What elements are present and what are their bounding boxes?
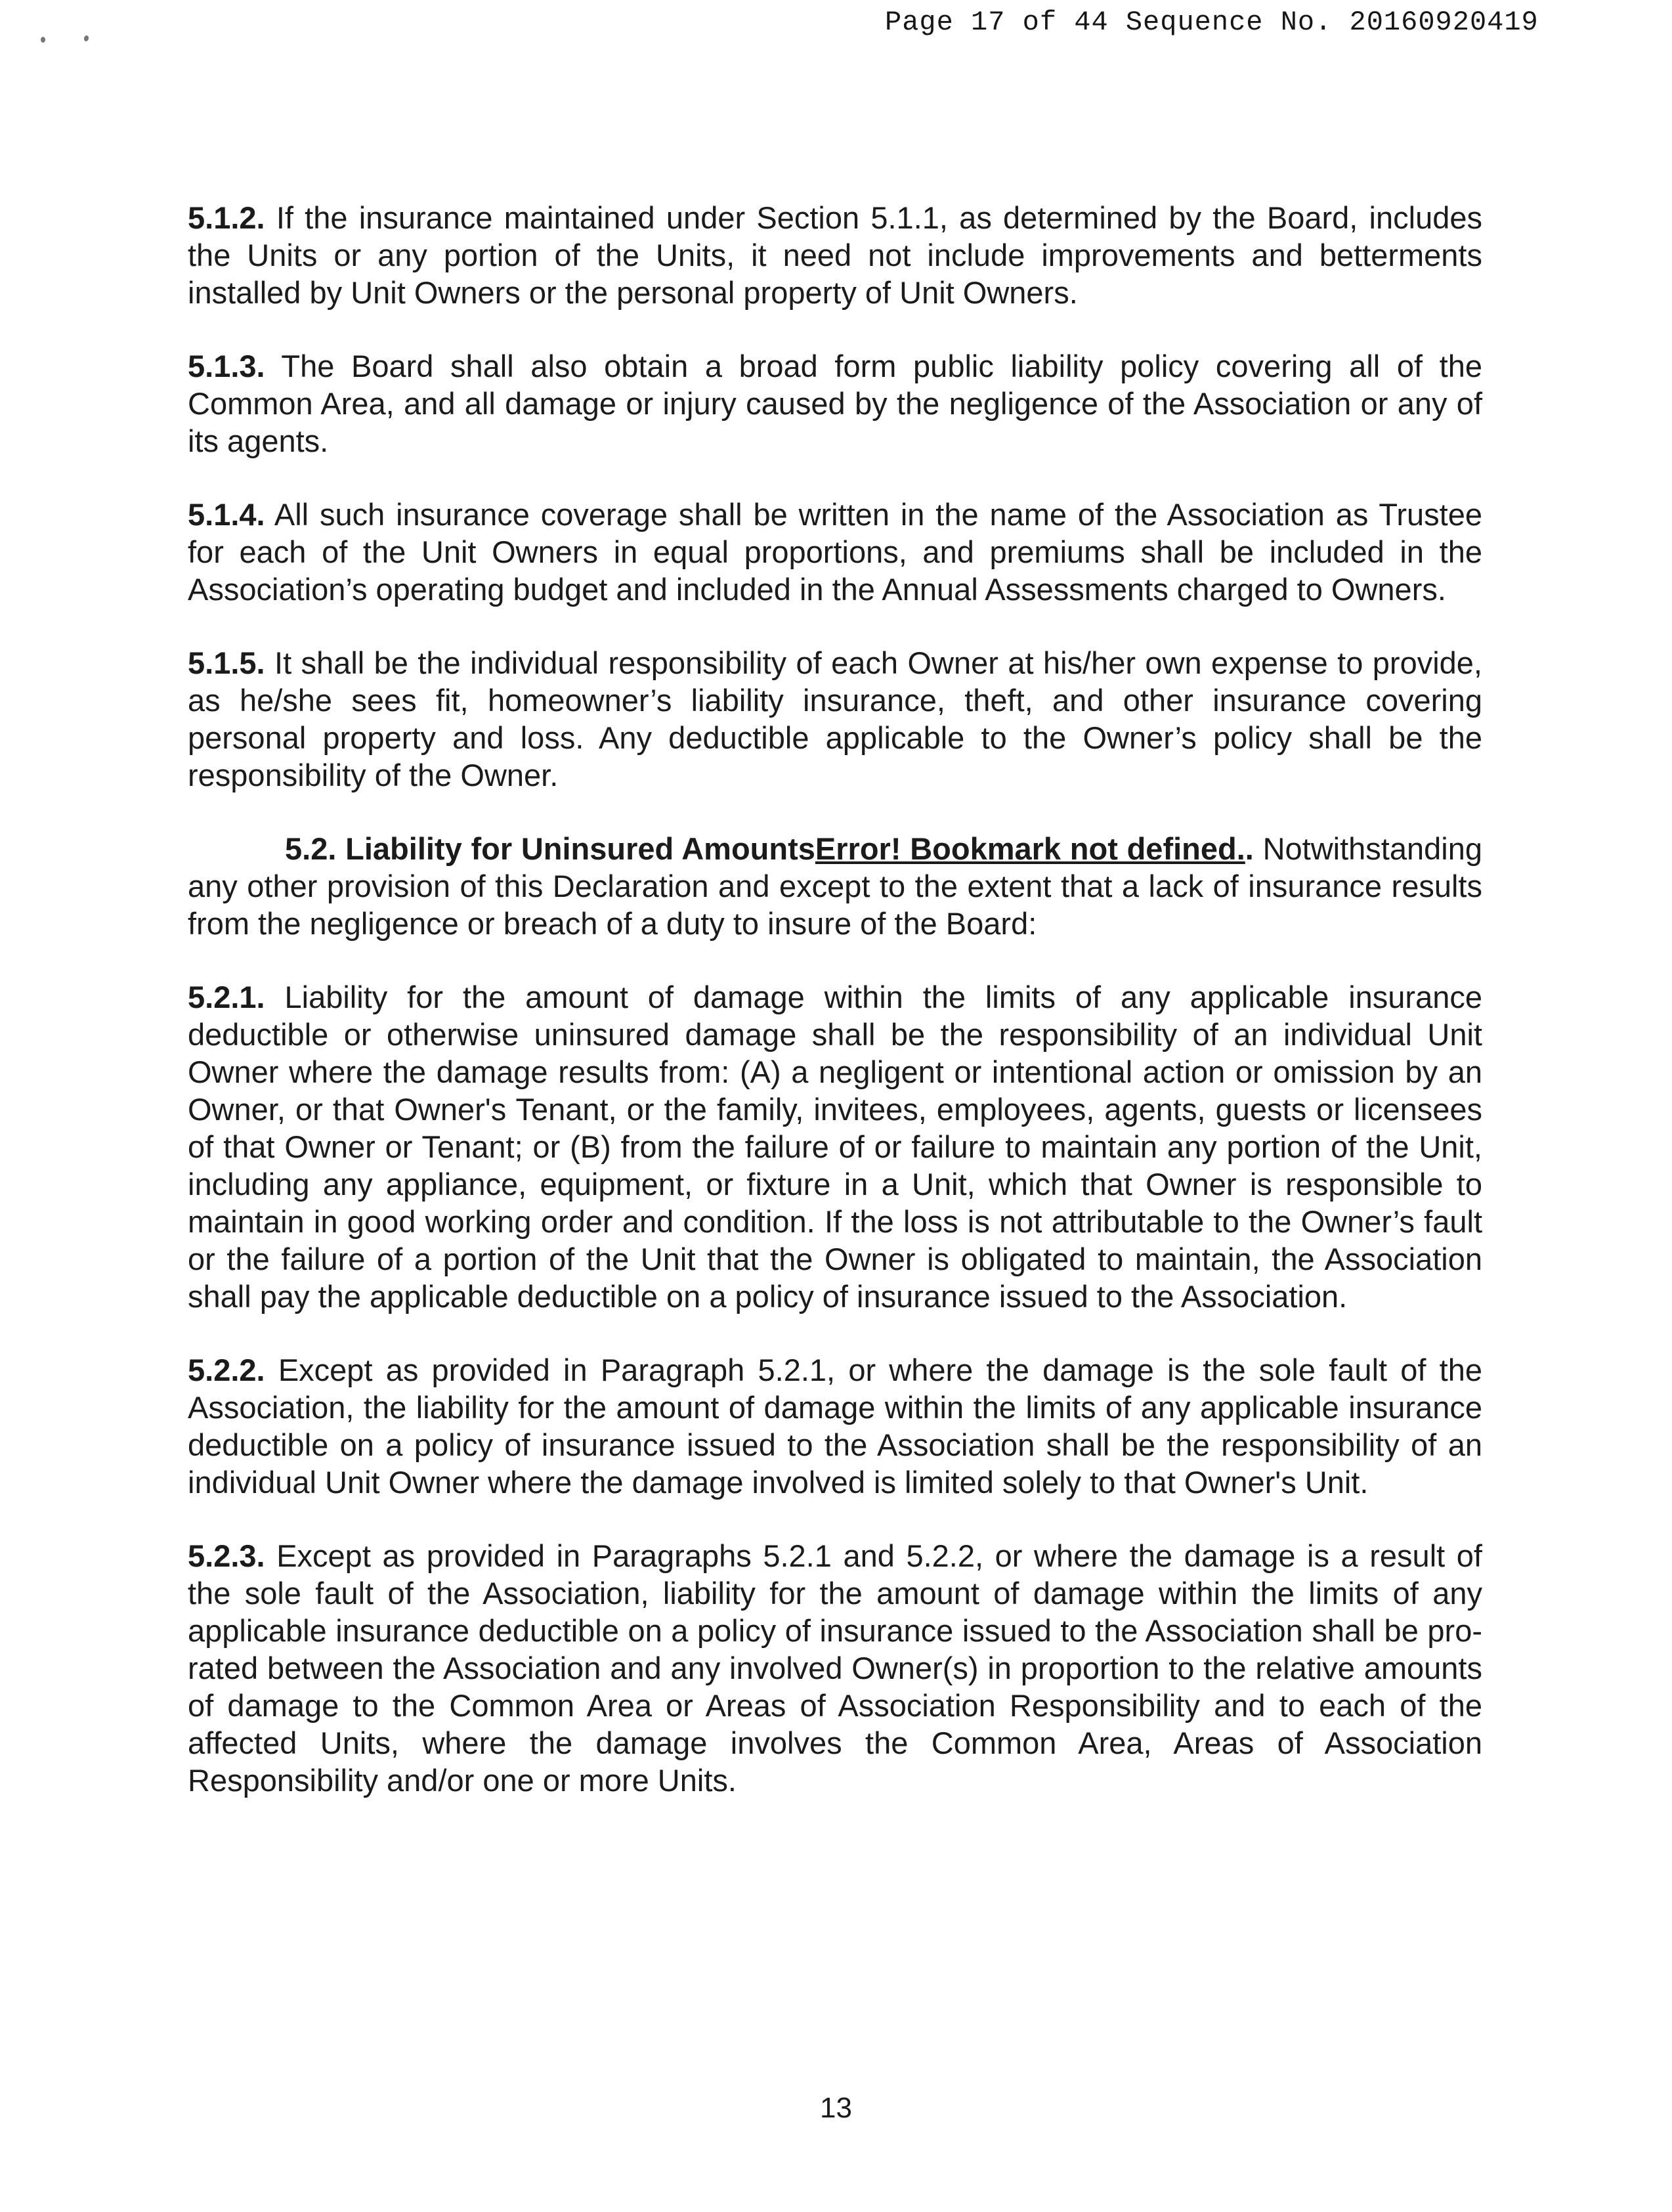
section-title: Liability for Uninsured Amounts bbox=[345, 831, 815, 866]
paragraph-text: Except as provided in Paragraph 5.2.1, or where the damage is the sole fault of the Association, the liability for the amount of damage within the limits of any applicable insurance deductible on a policy of insurance issued to the Association shall be the responsibility of an individual Unit Owner where the damage involved is limited solely to that Owner's Unit. bbox=[188, 1353, 1483, 1500]
paragraph-text: If the insurance maintained under Section 5.1.1, as determined by the Board, includes the Units or any portion of the Units, it need not include improvements and betterments installed by Unit Owners or the personal property of Unit Owners. bbox=[188, 200, 1482, 310]
paragraph-5-2-1 bbox=[188, 978, 1482, 1315]
scan-artifact-dot bbox=[83, 35, 89, 42]
paragraph-text: Except as provided in Paragraphs 5.2.1 and 5.2.2, or where the damage is a result of the sole fault of the Association, liability for the amount of damage within the limits of any applicable insurance deductible on a policy of insurance issued to the Association shall be pro-rated between the Association and any involved Owner(s) in proportion to the relative amounts of damage to the Common Area or Areas of Association Responsibility and to each of the affected Units, where the damage involves the Common Area, Areas of Association Responsibility and/or one or more Units. bbox=[188, 1538, 1482, 1798]
section-number: 5.2. bbox=[285, 831, 337, 866]
paragraph-number: 5.2.1. bbox=[188, 980, 265, 1014]
paragraph-number: 5.1.5. bbox=[188, 645, 265, 680]
scan-artifact-dot bbox=[41, 37, 45, 43]
paragraph-5-1-3 bbox=[188, 347, 1482, 460]
bookmark-error-text: Error! Bookmark not defined. bbox=[815, 831, 1245, 866]
paragraph-5-2-heading bbox=[188, 830, 1482, 942]
paragraph-text: All such insurance coverage shall be written in the name of the Association as Trustee for each of the Unit Owners in equal proportions, and premiums shall be included in the Association’s operating budget and included in the Annual Assessments charged to Owners. bbox=[188, 497, 1482, 607]
paragraph-5-2-3 bbox=[188, 1537, 1482, 1799]
section-body-text: Notwithstanding any other provision of this Declaration and except to the extent that a lack of insurance results from the negligence or breach of a duty to insure of the Board: bbox=[188, 831, 1482, 941]
paragraph-number: 5.1.2. bbox=[188, 200, 265, 235]
trailing-period: . bbox=[1245, 831, 1254, 866]
paragraph-text: Liability for the amount of damage within the limits of any applicable insurance deductible or otherwise uninsured damage shall be the responsibility of an individual Unit Owner where the damage results from: (A) a negligent or intentional action or omission by an Owner, or that Owner's Tenant, or the family, invitees, employees, agents, guests or licensees of that Owner or Tenant; or (B) from the failure of or failure to maintain any portion of the Unit, including any appliance, equipment, or fixture in a Unit, which that Owner is responsible to maintain in good working order and condition. If the loss is not attributable to the Owner’s fault or the failure of a portion of the Unit that the Owner is obligated to maintain, the Association shall pay the applicable deductible on a policy of insurance issued to the Association. bbox=[188, 980, 1482, 1314]
paragraph-number: 5.2.2. bbox=[188, 1353, 265, 1387]
paragraph-number: 5.1.3. bbox=[188, 349, 265, 383]
scan-header-line: Page 17 of 44 Sequence No. 20160920419 bbox=[885, 7, 1539, 38]
paragraph-number: 5.2.3. bbox=[188, 1538, 265, 1573]
paragraph-5-2-2 bbox=[188, 1351, 1482, 1501]
page-number: 13 bbox=[820, 2092, 852, 2124]
paragraph-text: The Board shall also obtain a broad form public liability policy covering all of the Common Area, and all damage or injury caused by the negligence of the Association or any of its agents. bbox=[188, 349, 1482, 458]
paragraph-5-1-5 bbox=[188, 644, 1482, 794]
paragraph-text: It shall be the individual responsibility of each Owner at his/her own expense to provide, as he/she sees fit, homeowner’s liability insurance, theft, and other insurance covering personal property and loss. Any deductible applicable to the Owner’s policy shall be the responsibility of the Owner. bbox=[188, 645, 1482, 792]
paragraph-5-1-2 bbox=[188, 199, 1482, 311]
document-body bbox=[188, 199, 1482, 1799]
paragraph-number: 5.1.4. bbox=[188, 497, 265, 532]
paragraph-5-1-4 bbox=[188, 496, 1482, 608]
